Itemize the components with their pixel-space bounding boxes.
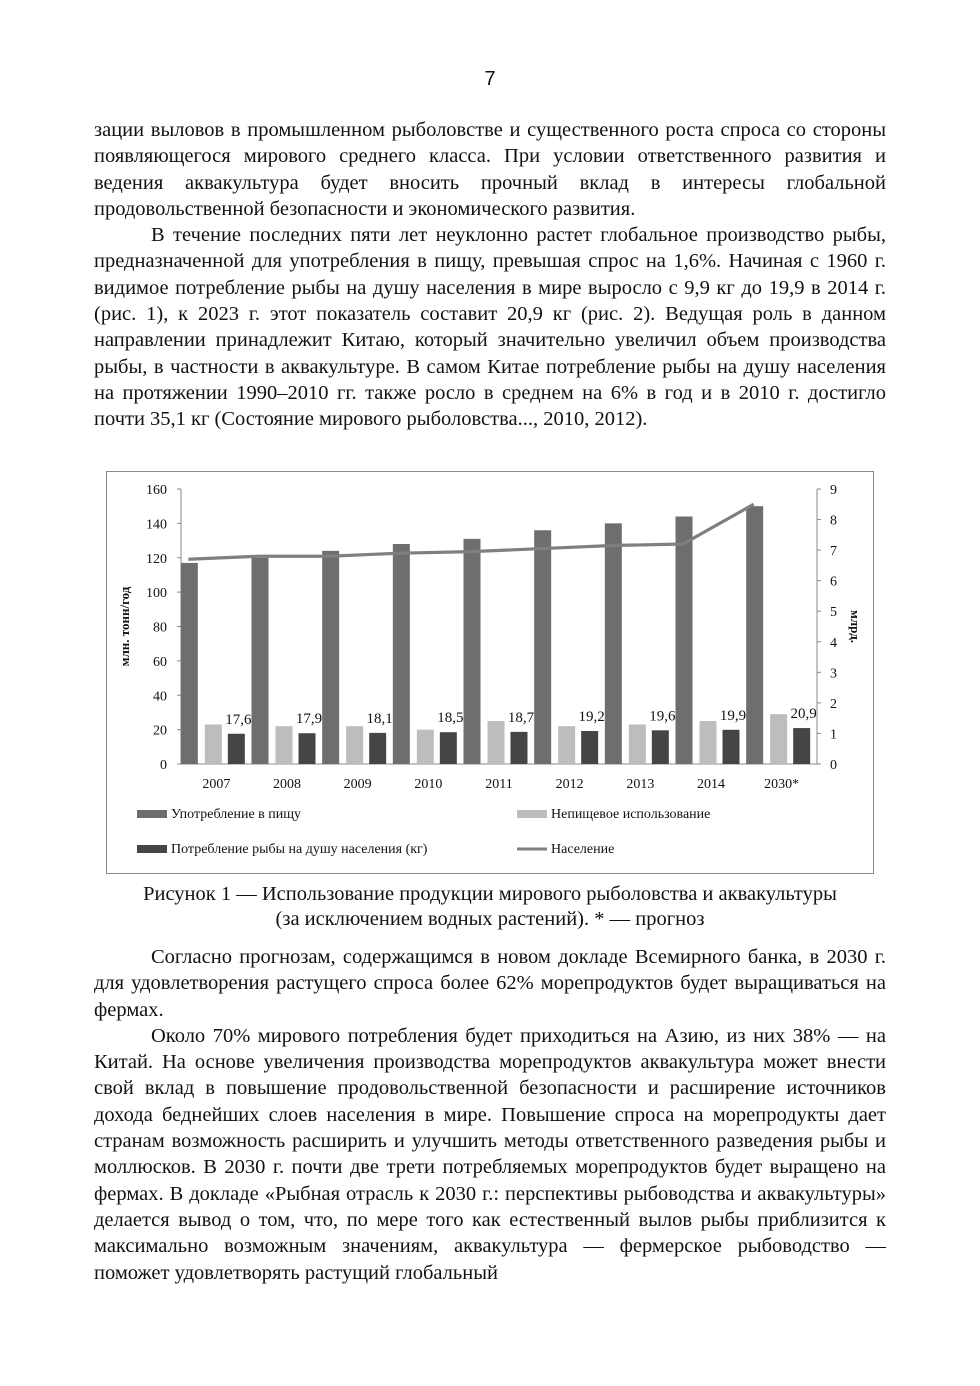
- y2-tick-label: 7: [830, 544, 837, 560]
- bar-food: [676, 517, 693, 765]
- bar-nonfood: [205, 724, 222, 764]
- data-label: 20,9: [790, 706, 817, 723]
- y2-axis-title: млрд.: [848, 609, 863, 644]
- y2-tick-label: 5: [830, 605, 837, 621]
- bar-percapita: [581, 731, 598, 764]
- bar-percapita: [723, 730, 740, 764]
- legend-label: Население: [551, 842, 615, 857]
- x-tick-label: 2013: [626, 777, 655, 792]
- text-block-top: [94, 117, 886, 433]
- y2-tick-label: 2: [830, 696, 837, 712]
- x-tick-label: 2011: [485, 777, 513, 792]
- chart-svg: [107, 472, 873, 873]
- legend-label: Употребление в пищу: [171, 807, 302, 822]
- y-tick-label: 80: [153, 620, 167, 636]
- caption-line-1: Рисунок 1 — Использование продукции мирового рыболовства и аквакультуры: [143, 883, 837, 905]
- bar-percapita: [299, 733, 316, 764]
- paragraph: Согласно прогнозам, содержащимся в новом докладе Всемирного банка, в 2030 г. для удовлетворения растущего спроса более 62% морепродуктов будет выращиваться на фермах.: [94, 946, 886, 1021]
- data-label: 19,6: [649, 708, 676, 725]
- paragraph: В течение последних пяти лет неуклонно растет глобальное производство рыбы, предназначенной для употребления в пищу, превышая спрос на 1,6%. Начиная с 1960 г. видимое потребление рыбы на душу населения в мире выросло с 9,9 кг до 19,9 в 2014 г. (рис. 1), к 2023 г. этот показатель составит 20,9 кг (рис. 2). Ведущая роль в данном направлении принадлежит Китаю, который значительно увеличил объем производства рыбы, в частности в аквакультуре. В самом Китае потребление рыбы на душу населения на протяжении 1990–2010 гг. также росло в среднем на 6% в год и в 2010 г. достигло почти 35,1 кг (Состояние мирового рыболовства..., 2010, 2012).: [94, 224, 886, 431]
- data-label: 19,9: [719, 707, 747, 724]
- legend-label: Непищевое использование: [551, 807, 711, 822]
- x-tick-label: 2014: [697, 777, 725, 792]
- y2-tick-label: 6: [830, 574, 837, 590]
- y-tick-label: 100: [146, 586, 167, 602]
- bar-percapita: [440, 732, 457, 764]
- bar-food: [605, 523, 622, 764]
- bar-percapita: [652, 730, 669, 764]
- x-tick-label: 2008: [273, 777, 301, 792]
- bar-percapita: [369, 733, 386, 764]
- bar-percapita: [228, 734, 245, 764]
- y2-tick-label: 9: [830, 483, 837, 498]
- y2-tick-label: 8: [830, 513, 837, 529]
- bar-percapita: [511, 732, 528, 764]
- bar-nonfood: [276, 726, 293, 764]
- y-tick-label: 140: [146, 517, 167, 533]
- legend-label: Потребление рыбы на душу населения (кг): [171, 842, 428, 857]
- bar-nonfood: [417, 730, 434, 764]
- figure-caption: [94, 882, 886, 932]
- bar-percapita: [793, 728, 810, 764]
- caption-line-2: (за исключением водных растений). * — прогноз: [275, 908, 705, 930]
- y2-tick-label: 0: [830, 758, 837, 773]
- x-tick-label: 2007: [202, 777, 231, 792]
- x-tick-label: 2009: [343, 777, 372, 792]
- bar-food: [322, 551, 339, 764]
- figure-chart: [106, 471, 874, 874]
- legend-swatch: [137, 810, 167, 818]
- y-tick-label: 20: [153, 723, 167, 739]
- data-label: 18,5: [437, 710, 464, 727]
- bar-food: [181, 563, 198, 764]
- y-tick-label: 60: [153, 654, 167, 670]
- y2-tick-label: 3: [830, 666, 837, 682]
- data-label: 19,2: [578, 709, 605, 725]
- data-label: 18,7: [507, 709, 535, 726]
- bar-nonfood: [488, 721, 505, 764]
- paragraph: зации выловов в промышленном рыболовстве и существенного роста спроса со стороны появляющегося мирового среднего класса. При условии ответственного развития и ведения аквакультура будет вносить прочный вклад в интересы глобальной продовольственной безопасности и экономического развития.: [94, 119, 886, 220]
- bar-nonfood: [629, 724, 646, 764]
- y-tick-label: 160: [146, 483, 167, 498]
- legend-swatch: [517, 810, 547, 818]
- paragraph: Около 70% мирового потребления будет приходиться на Азию, из них 38% — на Китай. На основе увеличения производства морепродуктов аквакультура может внести свой вклад в повышение продовольственной безопасности и расширение источников дохода беднейших слоев населения в мире. Повышение спроса на морепродукты дает странам возможность расширить и улучшить методы ответственного разведения рыбы и моллюсков. В 2030 г. почти две трети потребляемых морепродуктов будет выращено на фермах. В докладе «Рыбная отрасль к 2030 г.: перспективы рыбоводства и аквакультуры» делается вывод о том, что, по мере того как естественный вылов рыбы приблизится к максимально возможным значениям, аквакультура — фермерское рыбоводство — поможет удовлетворять растущий глобальный: [94, 1024, 886, 1284]
- bar-nonfood: [346, 726, 363, 764]
- y-tick-label: 120: [146, 551, 167, 567]
- bar-nonfood: [558, 726, 575, 764]
- legend-swatch: [137, 845, 167, 853]
- x-tick-label: 2010: [414, 777, 443, 792]
- bar-nonfood: [700, 721, 717, 764]
- y-tick-label: 40: [153, 689, 167, 705]
- y2-tick-label: 4: [830, 635, 837, 651]
- page-number: 7: [484, 68, 496, 90]
- data-label: 17,9: [295, 711, 323, 728]
- bar-food: [393, 544, 410, 764]
- data-label: 17,6: [225, 711, 252, 728]
- line-population: [188, 504, 753, 559]
- text-block-bottom: [94, 944, 886, 1286]
- bar-food: [252, 558, 269, 764]
- bar-nonfood: [770, 714, 787, 764]
- bar-food: [534, 530, 551, 764]
- bar-food: [464, 539, 481, 764]
- y-axis-title: млн. тонн/год: [117, 586, 132, 667]
- x-tick-label: 2012: [555, 777, 584, 792]
- bar-food: [746, 506, 763, 764]
- y-tick-label: 0: [160, 758, 167, 773]
- data-label: 18,1: [366, 710, 393, 727]
- y2-tick-label: 1: [830, 727, 837, 743]
- x-tick-label: 2030*: [764, 777, 800, 792]
